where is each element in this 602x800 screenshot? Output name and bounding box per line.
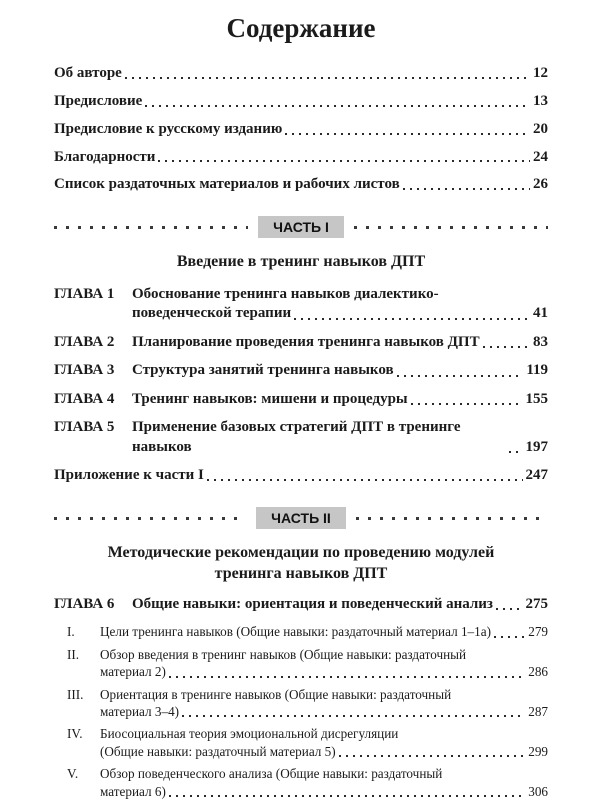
chapter-title-line1: Обоснование тренинга навыков диалектико-: [132, 285, 439, 302]
chapter-title: Общие навыки: ориентация и поведенческий анализ: [132, 595, 493, 612]
entry-title: Список раздаточных материалов и рабочих листов: [54, 176, 400, 193]
subsection-title-line2: материал 3–4): [100, 703, 180, 719]
chapter-title: Структура занятий тренинга навыков: [132, 362, 394, 379]
dot-leader: [403, 188, 530, 190]
appendix-entry: [54, 466, 548, 485]
dot-leader: [483, 346, 530, 348]
entry-title: Предисловие: [54, 93, 143, 110]
dot-leader: [339, 755, 526, 757]
chapter-label: ГЛАВА 4: [54, 390, 115, 407]
section-title-part1: Введение в тренинг навыков ДПТ: [176, 253, 426, 271]
entry-page: 197: [525, 438, 548, 455]
entry-title: Об авторе: [54, 65, 122, 82]
part-divider-2: [54, 507, 548, 529]
entry-page: 24: [533, 148, 548, 165]
chapter-label: ГЛАВА 6: [54, 595, 115, 612]
entry-page: 155: [525, 390, 548, 407]
toc-entry: [54, 92, 548, 111]
subsection-entry: [54, 686, 548, 721]
front-matter-section: [54, 64, 548, 194]
chapter-label: ГЛАВА 5: [54, 419, 115, 436]
entry-page: 13: [533, 93, 548, 110]
page-title: Содержание: [226, 13, 376, 43]
section-title-line2: тренинга навыков ДПТ: [214, 564, 388, 582]
entry-page: 287: [528, 703, 548, 719]
subsection-title-line1: Обзор поведенческого анализа (Общие навыки: раздаточный: [100, 766, 443, 782]
toc-entry: [54, 148, 548, 167]
entry-title: Приложение к части I: [54, 467, 204, 484]
dot-leader: [125, 77, 530, 79]
subsection-title-line2: материал 2): [100, 664, 166, 680]
entry-page: 20: [533, 120, 548, 137]
entry-page: 279: [528, 624, 548, 640]
entry-page: 299: [528, 743, 548, 759]
toc-entry: [54, 64, 548, 83]
dot-leader: [169, 676, 525, 678]
entry-page: 41: [533, 305, 548, 322]
chapter-entry: [54, 361, 548, 381]
section-title-part2: [54, 543, 548, 585]
part-divider-1: [54, 216, 548, 238]
dot-leader: [158, 160, 530, 162]
subsection-numeral: IV.: [67, 726, 83, 742]
chapter-title: Тренинг навыков: мишени и процедуры: [132, 390, 408, 407]
entry-page: 306: [528, 783, 548, 799]
subsection-entry: [54, 765, 548, 800]
dot-leader: [285, 133, 530, 135]
subsection-title-line1: Ориентация в тренинге навыков (Общие навыки: раздаточный: [100, 686, 452, 702]
dot-leader: [411, 403, 523, 405]
dot-leader: [294, 318, 530, 320]
subsection-numeral: V.: [67, 766, 79, 782]
chapter-entry: [54, 418, 548, 457]
dotted-rule: [354, 226, 548, 229]
dot-leader: [169, 795, 525, 797]
subsection-title-line2: (Общие навыки: раздаточный материал 5): [100, 743, 336, 759]
entry-page: 83: [533, 333, 548, 350]
dot-leader: [145, 105, 530, 107]
dot-leader: [397, 375, 524, 377]
dotted-rule: [54, 517, 246, 520]
chapter-title-line2: поведенческой терапии: [132, 305, 292, 322]
chapter-entry: [54, 390, 548, 410]
subsection-title-line2: материал 6): [100, 783, 166, 799]
entry-page: 247: [525, 467, 548, 484]
dotted-rule: [54, 226, 248, 229]
entry-page: 286: [528, 664, 548, 680]
part-badge-2: ЧАСТЬ II: [256, 507, 346, 529]
dot-leader: [182, 715, 525, 717]
subsection-numeral: III.: [67, 686, 84, 702]
subsection-title: Цели тренинга навыков (Общие навыки: раздаточный материал 1–1а): [100, 624, 491, 640]
dotted-rule: [356, 517, 548, 520]
entry-page: 275: [525, 595, 548, 612]
chapter-entry: [54, 595, 548, 615]
toc-entry: [54, 175, 548, 194]
subsection-title-line1: Биосоциальная теория эмоциональной дисрегуляции: [100, 726, 399, 742]
chapter-label: ГЛАВА 2: [54, 333, 115, 350]
dot-leader: [207, 479, 523, 481]
entry-page: 26: [533, 176, 548, 193]
toc-entry: [54, 120, 548, 139]
subsection-numeral: I.: [67, 624, 75, 640]
entry-page: 12: [533, 65, 548, 82]
chapter-label: ГЛАВА 1: [54, 285, 115, 302]
chapter-title: Применение базовых стратегий ДПТ в тренинге навыков: [132, 419, 461, 455]
section-title-line1: Методические рекомендации по проведению модулей: [107, 544, 495, 562]
subsection-entry: [54, 623, 548, 640]
subsection-entry: [54, 646, 548, 681]
dot-leader: [509, 451, 523, 453]
chapter-title: Планирование проведения тренинга навыков ДПТ: [132, 333, 480, 350]
chapter-entry: [54, 285, 548, 324]
dot-leader: [494, 636, 525, 638]
subsection-title-line1: Обзор введения в тренинг навыков (Общие навыки: раздаточный: [100, 646, 467, 662]
chapter-entry: [54, 333, 548, 353]
entry-title: Предисловие к русскому изданию: [54, 120, 283, 137]
chapter-label: ГЛАВА 3: [54, 362, 115, 379]
subsection-entry: [54, 725, 548, 760]
part-badge-1: ЧАСТЬ I: [258, 216, 344, 238]
entry-title: Благодарности: [54, 148, 156, 165]
subsection-numeral: II.: [67, 646, 80, 662]
dot-leader: [496, 608, 523, 610]
entry-page: 119: [526, 362, 548, 379]
